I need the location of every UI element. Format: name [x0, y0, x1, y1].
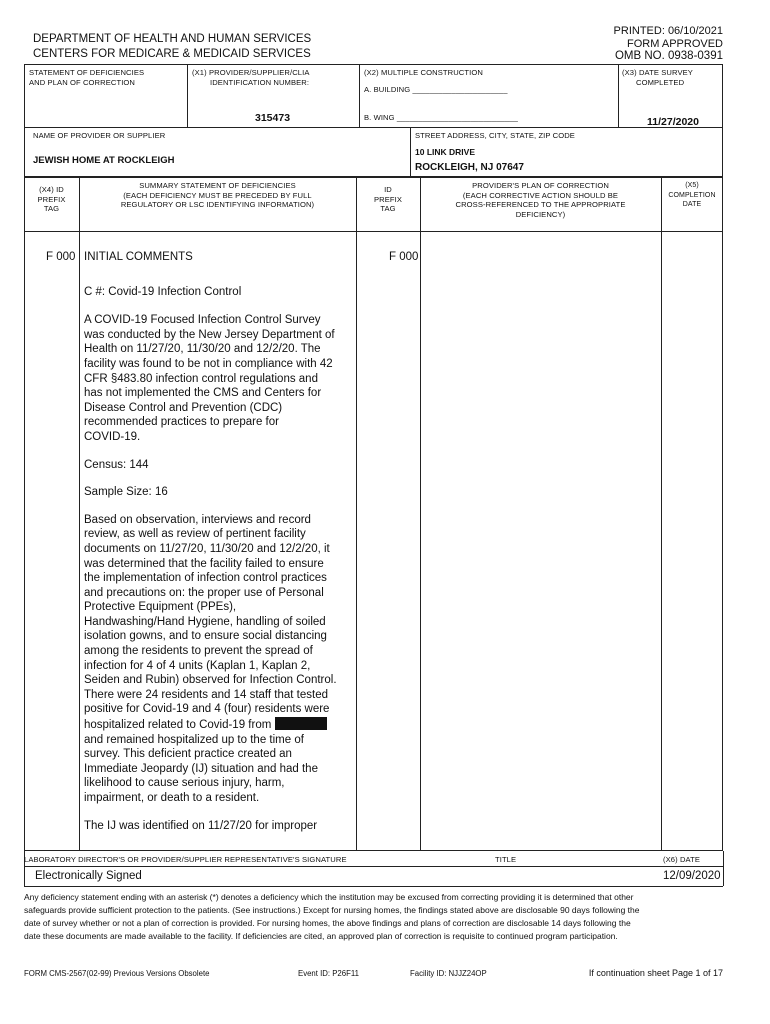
census-line: Census: 144 [84, 458, 149, 471]
deficiency-text [84, 250, 352, 846]
printed-date: PRINTED: 06/10/2021 [613, 25, 723, 37]
disclaimer-text: Any deficiency statement ending with an asterisk (*) denotes a deficiency which the institution may be excused from correcting providing it is determined that other safeguards provide sufficient protection to the patients. (See instructions.) Except for nursing homes, the findings stated above are disclosable 90 days following the date of survey whether or not a plan of correction is provided. For nursing homes, the above findings and plans of correction are disclosable 14 days following the date these documents are made available to the facility. If deficiencies are cited, an approved plan of correction is requisite to continued program participation. [24, 892, 640, 941]
signature-date-value: 12/09/2020 [663, 870, 721, 882]
building-field: A. BUILDING ______________________ [364, 85, 508, 94]
signature-label: LABORATORY DIRECTOR'S OR PROVIDER/SUPPLIER REPRESENTATIVE'S SIGNATURE [24, 855, 347, 864]
centers-name: CENTERS FOR MEDICARE & MEDICAID SERVICES [33, 48, 311, 60]
id-prefix-header: ID PREFIX TAG [373, 185, 403, 213]
ij-paragraph: The IJ was identified on 11/27/20 for improper [84, 819, 318, 832]
signature-date-label: (X6) DATE [663, 855, 701, 864]
omb-number: OMB NO. 0938-0391 [614, 50, 723, 62]
statement-label: STATEMENT OF DEFICIENCIES AND PLAN OF CORRECTION [29, 68, 145, 87]
plan-header: PROVIDER'S PLAN OF CORRECTION (EACH CORRECTIVE ACTION SHOULD BE CROSS-REFERENCED TO THE APPROPRIATE DEFICIENCY) [455, 181, 626, 219]
tag-right: F 000 [389, 251, 419, 263]
date-survey-value: 11/27/2020 [647, 116, 699, 128]
findings-paragraph: Based on observation, interviews and record review, as well as review of pertinent facility documents on 11/27/20, 11/30/20 and 12/2/20, it was determined that the facility failed to ensure the implementation of infection control practices and precautions on: the proper use of Personal Protective Equipment (PPEs), Handwashing/Hand Hygiene, handling of soiled isolation gowns, and to ensure social distancing among the residents to prevent the spread of infection for 4 of 4 units (Kaplan 1, Kaplan 2, Seiden and Rubin) observed for Infection Control. There were 24 residents and 14 staff that tested positive for Covid-19 and 4 (four) residents were hospitalized related to Covid-19 from and remained hospitalized up to the time of survey. This deficient practice created an Immediate Jeopardy (IJ) situation and had the likelihood to cause serious injury, harm, impairment, or death to a resident. [84, 513, 337, 804]
summary-header: SUMMARY STATEMENT OF DEFICIENCIES (EACH DEFICIENCY MUST BE PRECEDED BY FULL REGULATORY OR LSC IDENTIFYING INFORMATION) [120, 181, 315, 209]
provider-id-label: (X1) PROVIDER/SUPPLIER/CLIA IDENTIFICATION NUMBER: [192, 68, 310, 87]
title-label: TITLE [495, 855, 517, 864]
address-city: ROCKLEIGH, NJ 07647 [415, 162, 524, 173]
multiple-construction-label: (X2) MULTIPLE CONSTRUCTION [364, 68, 483, 77]
date-survey-label: (X3) DATE SURVEY COMPLETED [622, 68, 693, 87]
form-number: FORM CMS-2567(02-99) Previous Versions Obsolete [24, 969, 210, 978]
provider-name-value: JEWISH HOME AT ROCKLEIGH [33, 155, 175, 166]
event-id: Event ID: P26F11 [298, 969, 359, 978]
form-approval-block [614, 25, 723, 63]
department-name: DEPARTMENT OF HEALTH AND HUMAN SERVICES [33, 33, 312, 45]
agency-header [33, 32, 311, 62]
facility-id: Facility ID: NJJZ24OP [410, 969, 487, 978]
provider-name-label: NAME OF PROVIDER OR SUPPLIER [33, 131, 166, 140]
form-approved: FORM APPROVED [627, 37, 723, 50]
page-indicator: If continuation sheet Page 1 of 17 [588, 968, 723, 978]
signature-value: Electronically Signed [35, 870, 142, 882]
x4-header: (X4) ID PREFIX TAG [37, 185, 66, 213]
address-street: 10 LINK DRIVE [415, 147, 475, 157]
completion-header: (X5) COMPLETION DATE [668, 182, 716, 208]
redacted-block [275, 717, 327, 730]
address-label: STREET ADDRESS, CITY, STATE, ZIP CODE [415, 131, 575, 140]
wing-field: B. WING ____________________________ [364, 113, 518, 122]
tag-left: F 000 [46, 251, 76, 263]
provider-id-value: 315473 [255, 112, 291, 124]
survey-paragraph: A COVID-19 Focused Infection Control Survey was conducted by the New Jersey Department of Health on 11/27/20, 11/30/20 and 12/2/20. The facility was found to be not in compliance with 42 CFR §483.80 infection control regulations and has not implemented the CMS and Centers for Disease Control and Prevention (CDC) recommended practices to prepare for COVID-19. [84, 314, 335, 443]
complaint-line: C #: Covid-19 Infection Control [84, 285, 242, 298]
section-title: INITIAL COMMENTS [84, 251, 193, 263]
sample-size-line: Sample Size: 16 [84, 486, 168, 499]
